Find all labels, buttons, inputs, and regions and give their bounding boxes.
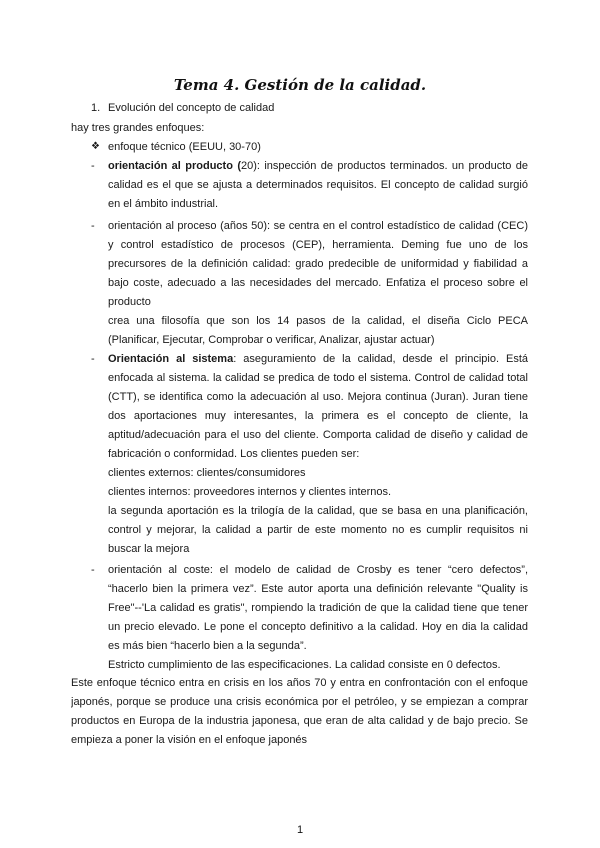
cost-line-2: “hacerlo bien la primera vez”. Este autor aporta una definición relevante "Quality is: [108, 583, 528, 595]
closing-line-4: empieza a poner la visión en el enfoque japonés: [71, 734, 308, 746]
diamond-bullet-icon: ❖: [91, 141, 100, 152]
system-line-3: (CTT), se identifica como la adecuación al uso. Mejora continua (Juran). Juran tiene: [108, 391, 528, 403]
closing-line-3: productos en Europa de la industria japonesa, que eran de alta calidad y de bajo precio. Se: [71, 715, 528, 727]
process-line-3: precursores de la definición calidad: grado predecible de uniformidad y fiabilidad a: [108, 258, 528, 270]
cost-line-4: un precio elevado. Le pone el concepto definitivo a la calidad. Hoy en dia la calidad: [108, 621, 528, 633]
system-line-10: control y mejorar, la calidad a partir de este momento no es cumplir requisitos ni: [108, 524, 528, 536]
closing-line-2: japonés, porque se produce una crisis económica por el petróleo, y se empiezan a comprar: [71, 696, 528, 708]
system-bold-label: Orientación al sistema: [108, 353, 234, 365]
cost-line-5: es más bien “hacerlo bien a la segunda”.: [108, 640, 307, 652]
system-line-1-rest: : aseguramiento de la calidad, desde el principio. Está: [233, 353, 528, 365]
section-heading: Evolución del concepto de calidad: [108, 102, 275, 114]
system-line-2: enfocada al sistema. la calidad se predica de todo el sistema. Control de calidad total: [108, 372, 528, 384]
page-number: 1: [296, 824, 304, 836]
intro-line: hay tres grandes enfoques:: [71, 122, 205, 134]
system-line-6: fabricación o conformidad. Los clientes pueden ser:: [108, 448, 360, 460]
process-line-1: orientación al proceso (años 50): se centra en el control estadístico de calidad (CEC): [108, 220, 528, 232]
process-line-4: bajo coste, adecuado a las necesidades del mercado. Enfatiza el proceso sobre el: [108, 277, 528, 289]
system-line-5: aptitud/adecuación para el uso del cliente. Comporta calidad de diseño y calidad de: [108, 429, 528, 441]
process-line-7: (Planificar, Ejecutar, Comprobar o verificar, Analizar, ajustar actuar): [108, 334, 435, 346]
system-line-7: clientes externos: clientes/consumidores: [108, 467, 306, 479]
product-line-2: calidad es el que se ajusta a determinados requisitos. El concepto de calidad surgió: [108, 179, 528, 191]
heading-number: 1.: [91, 102, 101, 114]
product-line-1: [108, 159, 528, 173]
cost-line-3: Free"--'La calidad es gratis", rompiendo la tradición de que la calidad tiene que tener: [108, 602, 528, 614]
tech-approach-item: enfoque técnico (EEUU, 30-70): [108, 141, 261, 153]
process-line-2: y control estadístico de procesos (CEP), herramienta. Deming fue uno de los: [108, 239, 528, 251]
system-line-8: clientes internos: proveedores internos y clientes internos.: [108, 486, 392, 498]
product-bold-label: orientación al producto (: [108, 160, 241, 172]
system-line-1: [108, 352, 528, 366]
system-line-9: la segunda aportación es la trilogía de la calidad, que se basa en una planificación,: [108, 505, 528, 517]
dash-bullet: -: [91, 220, 95, 232]
product-line-1-rest: 20): inspección de productos terminados. un producto de: [240, 160, 528, 172]
process-line-5: producto: [108, 296, 151, 308]
product-line-3: en el ámbito industrial.: [108, 198, 219, 210]
dash-bullet: -: [91, 564, 95, 576]
page-title: Tema 4. Gestión de la calidad.: [173, 76, 427, 94]
cost-line-1: orientación al coste: el modelo de calidad de Crosby es tener “cero defectos”,: [108, 564, 528, 576]
cost-line-6: Estricto cumplimiento de las especificaciones. La calidad consiste en 0 defectos.: [108, 659, 501, 671]
dash-bullet: -: [91, 160, 95, 172]
system-line-11: buscar la mejora: [108, 543, 190, 555]
process-line-6: crea una filosofía que son los 14 pasos de la calidad, el diseña Ciclo PECA: [108, 315, 528, 327]
closing-line-1: Este enfoque técnico entra en crisis en los años 70 y entra en confrontación con el enfoque: [71, 677, 528, 689]
dash-bullet: -: [91, 353, 95, 365]
system-line-4: dos aportaciones muy interesantes, la primera es el concepto de cliente, la: [108, 410, 528, 422]
